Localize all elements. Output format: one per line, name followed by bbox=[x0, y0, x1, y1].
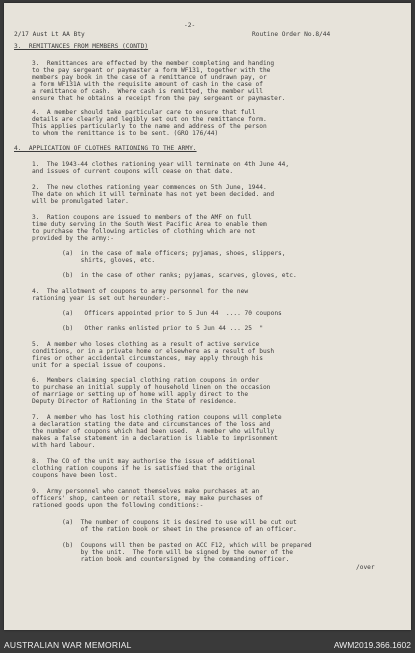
over-note: /over bbox=[356, 564, 375, 571]
paragraph-4-4b: (b) Other ranks enlisted prior to 5 Jun 44 ... 25 " bbox=[62, 325, 264, 332]
section-3-heading: 3. REMITTANCES FROM MEMBERS (CONTD) bbox=[14, 43, 149, 50]
paragraph-3-4: 4. A member should take particular care to ensure that full details are clearly and legibly set out on the remittance form. This applies particularly to the name and address of the person to whom the remittance is to be sent. (GRO 176/44) bbox=[32, 109, 267, 137]
order-number: Routine Order No.8/44 bbox=[252, 31, 331, 38]
document-page bbox=[4, 3, 411, 630]
archive-reference: AWM2019.366.1602 bbox=[333, 640, 411, 650]
paragraph-4-5: 5. A member who loses clothing as a result of active service conditions, or in a private home or elsewhere as a result of bush fires or other accidental circumstances, may apply through his unit for a special issue of coupons. bbox=[32, 341, 275, 369]
paragraph-4-2: 2. The new clothes rationing year commences on 5th June, 1944. The date on which it will terminate has not yet been decided. and will be promulgated later. bbox=[32, 184, 275, 205]
archive-footer bbox=[0, 636, 415, 653]
paragraph-4-3b: (b) in the case of other ranks; pyjamas, scarves, gloves, etc. bbox=[62, 272, 297, 279]
paragraph-4-6: 6. Members claiming special clothing ration coupons in order to purchase an initial supply of household linen on the occasion of marriage or setting up of home will apply direct to the Deputy Director of Rationing in the State of residence. bbox=[32, 377, 271, 405]
paragraph-4-3: 3. Ration coupons are issued to members of the AMF on full time duty serving in the South West Pacific Area to enable them to purchase the following articles of clothing which are not provided by the army:- bbox=[32, 214, 267, 242]
page-number: -2- bbox=[184, 22, 196, 29]
paragraph-4-1: 1. The 1943-44 clothes rationing year will terminate on 4th June 44, and issues of current coupons will cease on that date. bbox=[32, 161, 290, 175]
typed-text: -2- 2/17 Aust Lt AA Bty Routine Order No.8/44 3. REMITTANCES FROM MEMBERS (CONTD) 3. Remittances are effected by the member completing and handing to the pay sergeant or paymaster a form WF131, together with the members pay book in the case of a remittance of undrawn pay, or a form WF131A with the requisite amount of cash in the case of a remittance of cash. Where cash is remitted, the member will ensure that he obtains a receipt from the pay sergeant or paymaster. 4. A member should take particular care to ensure that full details are clearly and legibly set out on the remittance form. This applies particularly to the name and address of the person to whom the remittance is to be sent. (GRO 176/44) 4. APPLICATION OF CLOTHES RATIONING TO THE ARMY. 1. The 1943-44 clothes rationing year will terminate on 4th June 44, and issues of current coupons will cease on that date. 2. The new clothes rationing year commences on 5th June, 1944. The date on which it will terminate has not yet been decided. and will be promulgated later. 3. Ration coupons are issued to members of the AMF on full time duty serving in the South West Pacific Area to enable them to purchase the following articles of clothing which are not provided by the army:- (a) in the case of male officers; pyjamas, shoes, slippers, shirts, gloves, etc. (b) in the case of other ranks; pyjamas, scarves, gloves, etc. 4. The allotment of coupons to army personnel for the new rationing year is set out hereunder:- (a) Officers appointed prior to 5 Jun 44 .... 70 coupons (b) Other ranks enlisted prior to 5 Jun 44 ... 25 " 5. A member who loses clothing as a result of active service conditions, or in a private home or elsewhere as a result of bush fires or other accidental circumstances, may apply through his unit for a special issue of coupons. 6. Members claiming special clothing ration coupons in order to purchase an initial supply of household linen on the occasion of marriage or setting up of home will apply direct to the Deputy Director of Rationing in the State of residence. 7. A member who has lost his clothing ration coupons will complete a declaration stating the date and circumstances of the loss and the number of coupons which had been used. A member who wilfully makes a false statement in a declaration is liable to imprisonment with hard labour. 8. The CO of the unit may authorise the issue of additional clothing ration coupons if he is satisfied that the original coupons have been lost. 9. Army personnel who cannot themselves make purchases at an officers' shop, canteen or retail store, may make purchases of rationed goods upon the following conditions:- (a) The number of coupons it is desired to use will be cut out of the ration book or sheet in the presence of an officer. (b) Coupons will then be pasted on ACC F12, which will be prepared by the unit. The form will be signed by the owner of the ration book and countersigned by the commanding officer. /over bbox=[4, 3, 411, 630]
archive-name: AUSTRALIAN WAR MEMORIAL bbox=[4, 640, 132, 650]
section-4-heading: 4. APPLICATION OF CLOTHES RATIONING TO THE ARMY. bbox=[14, 145, 197, 152]
paragraph-4-3a: (a) in the case of male officers; pyjamas, shoes, slippers, shirts, gloves, etc. bbox=[62, 250, 286, 264]
unit-name: 2/17 Aust Lt AA Bty bbox=[14, 31, 85, 38]
paragraph-4-4: 4. The allotment of coupons to army personnel for the new rationing year is set out hereunder:- bbox=[32, 288, 249, 302]
paragraph-4-4a: (a) Officers appointed prior to 5 Jun 44 .... 70 coupons bbox=[62, 310, 282, 317]
paragraph-3-3: 3. Remittances are effected by the member completing and handing to the pay sergeant or paymaster a form WF131, together with the members pay book in the case of a remittance of undrawn pay, or a form WF131A with the requisite amount of cash in the case of a remittance of cash. Where cash is remitted, the member will ensure that he obtains a receipt from the pay sergeant or paymaster. bbox=[32, 60, 286, 102]
